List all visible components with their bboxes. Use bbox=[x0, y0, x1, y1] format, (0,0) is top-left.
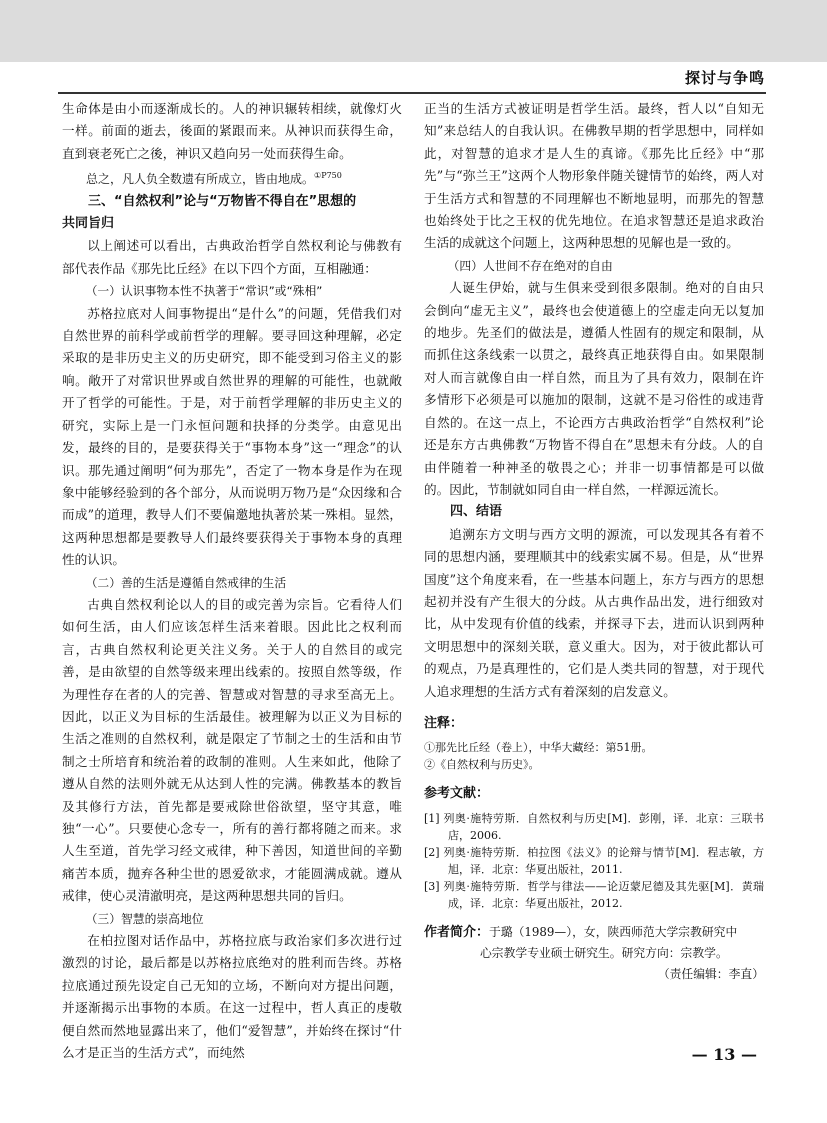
subheading: （二）善的生活是遵循自然戒律的生活 bbox=[85, 575, 287, 590]
author-line2: 心宗教学专业硕士研究生。研究方向：宗教学。 bbox=[480, 945, 728, 960]
reference-item: [2] 列奥·施特劳斯．柏拉图《法义》的论辩与情节[M]．程志敏，方旭，译．北京：华夏出版社，2011. bbox=[424, 845, 764, 876]
quote-text: 总之，凡人负全数遗有所成立，皆由地成。 bbox=[86, 172, 315, 187]
paragraph: 生命体是由小而逐渐成长的。人的神识辗转相续，就像灯火一样。前面的逝去，後面的紧跟而来。从神识而获得生命，直到衰老死亡之後，神识又趋向另一处而获得生命。 bbox=[62, 101, 402, 161]
section-heading-line2: 共同旨归 bbox=[62, 216, 115, 232]
subheading: （一）认识事物本性不执著于“常识”或“殊相” bbox=[85, 284, 323, 299]
header-band bbox=[0, 0, 827, 62]
reference-item: [1] 列奥·施特劳斯．自然权利与历史[M]．彭刚，译．北京：三联书店，2006. bbox=[424, 811, 764, 842]
section-label: 探讨与争鸣 bbox=[684, 69, 765, 87]
paragraph: 苏格拉底对人间事物提出“是什么”的问题，凭借我们对自然世界的前科学或前哲学的理解。要寻回这种理解，必定采取的是非历史主义的历史研究，即不能受到习俗主义的影响。敞开了对常识世界或自然世界的理解的可能性，也就敞开了哲学的可能性。于是，对于前哲学理解的非历史主义的研究，实际上是一门永恒问题和抉择的分类学。由意见出发，最终的目的，是要获得关于“事物本身”这一“理念”的认识。那先通过阐明“何为那先”，否定了一物本身是作为在现象中能够经验到的各个部分，从而说明万物乃是“众因缘和合而成”的道理，教导人们不要偏邀地执著於某一殊相。显然，这两种思想都是要教导人们最终要获得关于事物本身的真理性的认识。 bbox=[62, 305, 402, 568]
author-line1: 于璐（1989—），女，陕西师范大学宗教研究中 bbox=[489, 924, 738, 939]
header-rule bbox=[58, 92, 766, 94]
left-column bbox=[62, 98, 402, 1064]
paragraph: 追溯东方文明与西方文明的源流，可以发现其各有着不同的思想内涵，要理顺其中的线索实属不易。但是，从“世界国度”这个角度来看，在一些基本问题上，东方与西方的思想起初并没有产生很大的分歧。从古典作品出发，进行细致对比，从中发现有价值的线索，并探寻下去，进而认识到两种文明思想中的深刻关联，意义重大。因为，对于彼此都认可的观点，乃是真理性的，它们是人类共同的智慧，对于现代人追求理想的生活方式有着深刻的启发意义。 bbox=[424, 526, 764, 699]
quote-ref: ①P750 bbox=[314, 171, 342, 181]
author-label: 作者简介： bbox=[424, 924, 490, 940]
paragraph: 古典自然权利论以人的目的或完善为宗旨。它看待人们如何生活，由人们应该怎样生活来着眼。因此比之权利而言，古典自然权利论更关注义务。关于人的自然目的或完善，是由欲望的自然等级来理出线索的。按照自然等级，作为理性存在者的人的完善、智慧或对智慧的寻求至高无上。因此，以正义为目标的生活最佳。被理解为以正义为目标的生活之准则的自然权利，就是限定了节制之士的生活和由节制之士所培育和统治着的政制的准则。人生来如此，他除了遵从自然的法则外就无从达到人性的完满。佛教基本的教旨及其修行方法，首先都是要戒除世俗欲望，坚守其意，唯独“一心”。只要使心念专一，所有的善行都将随之而来。求人生至道，首先学习经文戒律，种下善因，知道世间的辛勤痛苦本质，抛弃各种尘世的恩爱欲求，才能圆满成就。遵从戒律，使心灵清澈明亮，是这两种思想共同的旨归。 bbox=[62, 596, 402, 904]
section-heading bbox=[62, 191, 402, 236]
paragraph: 以上阐述可以看出，古典政治哲学自然权利论与佛教有部代表作品《那先比丘经》在以下四个方面，互相融通： bbox=[62, 238, 402, 276]
subheading: （四）人世间不存在绝对的自由 bbox=[447, 258, 613, 273]
section-heading-line1: 三、“自然权利”论与“万物皆不得自在”思想的 bbox=[88, 193, 357, 209]
paragraph: 正当的生活方式被证明是哲学生活。最终，哲人以“自知无知”来总结人的自我认识。在佛教早期的哲学思想中，同样如此，对智慧的追求才是人生的真谛。《那先比丘经》中“那先”与“弥兰王”这两个人物形象伴随关键情节的始终，两人对于生活方式和智慧的不同理解也不断地显明，而那先的智慧也始终处于比之王权的优先地位。在追求智慧还是追求政治生活的成就这个问题上，这两种思想的见解也是一致的。 bbox=[424, 101, 764, 251]
note-item: ②《自然权利与历史》。 bbox=[424, 758, 540, 772]
paragraph: 人诞生伊始，就与生俱来受到很多限制。绝对的自由只会倒向“虚无主义”，最终也会使道德上的空虚走向无以复加的地步。先圣们的做法是，遵循人性固有的规定和限制，从而抓住这条线索一以贯之，最终真正地获得自由。如果限制对人而言就像自由一样自然，而且为了具有效力，限制在许多情形下必须是可以施加的限制，这就不是习俗性的或违背自然的。在这一点上，不论西方古典政治哲学“自然权利”论还是东方古典佛教“万物皆不得自在”思想未有分歧。人的自由伴随着一种神圣的敬畏之心；并非一切事情都是可以做的。因此，节制就如同自由一样自然，一样源远流长。 bbox=[424, 280, 764, 497]
subheading: （三）智慧的崇高地位 bbox=[85, 911, 204, 926]
paragraph: 在柏拉图对话作品中，苏格拉底与政治家们多次进行过激烈的讨论，最后都是以苏格拉底绝对的胜利而告终。苏格拉底通过预先设定自己无知的立场，不断向对方提出问题，并逐渐揭示出事物的本质。在这一过程中，哲人真正的虔敬便自然而然地显露出来了，他们“爱智慧”，并始终在探讨“什么才是正当的生活方式”，而纯然 bbox=[62, 933, 402, 1061]
notes-heading: 注释： bbox=[424, 715, 464, 731]
section-heading bbox=[424, 501, 764, 523]
page-number: — 13 — bbox=[691, 1045, 757, 1064]
section-heading-text: 四、结语 bbox=[450, 504, 503, 520]
right-column bbox=[424, 98, 764, 985]
note-item: ①那先比丘经（卷上），中华大藏经：第51册。 bbox=[424, 741, 653, 755]
quote bbox=[62, 165, 402, 190]
editor-credit: （责任编辑：李直） bbox=[657, 966, 764, 981]
author-bio bbox=[424, 922, 764, 963]
reference-item: [3] 列奥·施特劳斯．哲学与律法——论迈蒙尼德及其先驱[M]．黄瑞成，译．北京：华夏出版社，2012. bbox=[424, 879, 764, 910]
references-heading: 参考文献： bbox=[424, 786, 490, 802]
